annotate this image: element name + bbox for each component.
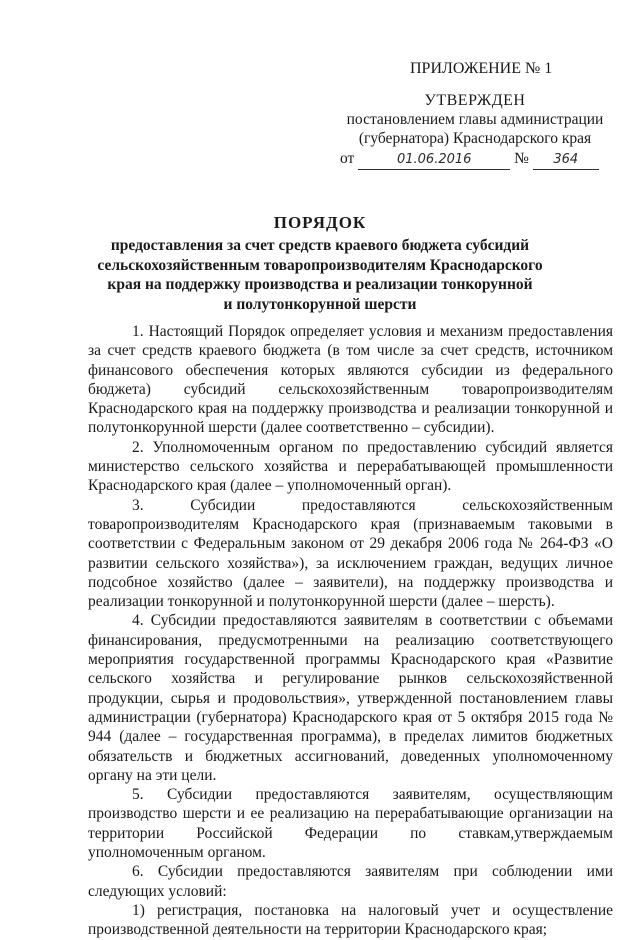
number-prefix: № <box>514 150 529 167</box>
approved-heading: УТВЕРЖДЕН <box>424 92 526 109</box>
document-subtitle <box>80 236 560 314</box>
subtitle-line-2: сельскохозяйственным товаропроизводителям Краснодарского <box>97 256 543 274</box>
approved-by-line-1: постановлением главы администрации <box>346 111 604 128</box>
paragraph-3: 3. Субсидии предоставляются сельскохозяйственным товаропроизводителям Краснодарского края (признаваемым таковыми в соответствии с Федеральным законом от 29 декабря 2006 года № 264-ФЗ «О развитии сельского хозяйства»), за исключением граждан, ведущих личное подсобное хозяйство (далее – заявители), на поддержку производства и реализации тонкорунной и полутонкорунной шерсти (далее – шерсть). <box>88 496 613 611</box>
subtitle-line-1: предоставления за счет средств краевого бюджета субсидий <box>110 237 530 254</box>
document-body <box>88 322 613 940</box>
paragraph-6: 6. Субсидии предоставляются заявителям при соблюдении ими следующих условий: <box>88 863 613 900</box>
paragraph-6-item-1: 1) регистрация, постановка на налоговый учет и осуществление производственной деятельности на территории Краснодарского края; <box>88 901 613 939</box>
paragraph-5: 5. Субсидии предоставляются заявителям, осуществляющим производство шерсти и ее реализацию на перерабатывающие организации на территории Российской Федерации по ставкам,утверждаемым уполномоченным органом. <box>88 786 613 862</box>
document-title: ПОРЯДОК <box>273 213 367 232</box>
date-prefix: от <box>340 150 355 167</box>
handwritten-number: 364 <box>533 150 599 170</box>
approved-by-line-2: (губернатора) Краснодарского края <box>358 130 592 147</box>
paragraph-1: 1. Настоящий Порядок определяет условия и механизм предоставления за счет средств краевого бюджета (в том числе за счет средств, источником финансового обеспечения которых являются субсидии из федерального бюджета) субсидий сельскохозяйственным товаропроизводителям Краснодарского края на поддержку производства и реализации тонкорунной и полутонкорунной шерсти (далее соответственно – субсидии). <box>88 323 613 437</box>
paragraph-2: 2. Уполномоченным органом по предоставлению субсидий является министерство сельского хозяйства и перерабатывающей промышленности Краснодарского края (далее – уполномоченный орган). <box>88 438 613 495</box>
subtitle-line-3: края на поддержку производства и реализации тонкорунной <box>107 276 533 293</box>
approval-block <box>330 91 620 170</box>
date-number-line <box>330 149 620 170</box>
subtitle-line-4: и полутонкорунной шерсти <box>223 295 417 313</box>
paragraph-4: 4. Субсидии предоставляются заявителям в соответствии с объемами финансирования, предусмотренными на реализацию соответствующего мероприятия государственной программы Краснодарского края «Развитие сельского хозяйства и регулирование рынков сельскохозяйственной продукции, сырья и продовольствия», утвержденной постановлением главы администрации (губернатора) Краснодарского края от 5 октября 2015 года № 944 (далее – государственная программа), в пределах лимитов бюджетных обязательств и бюджетных ассигнований, доведенных уполномоченному органу на эти цели. <box>88 612 613 784</box>
appendix-label: ПРИЛОЖЕНИЕ № 1 <box>410 60 553 77</box>
document-title-block <box>80 212 560 314</box>
handwritten-date: 01.06.2016 <box>358 150 510 170</box>
